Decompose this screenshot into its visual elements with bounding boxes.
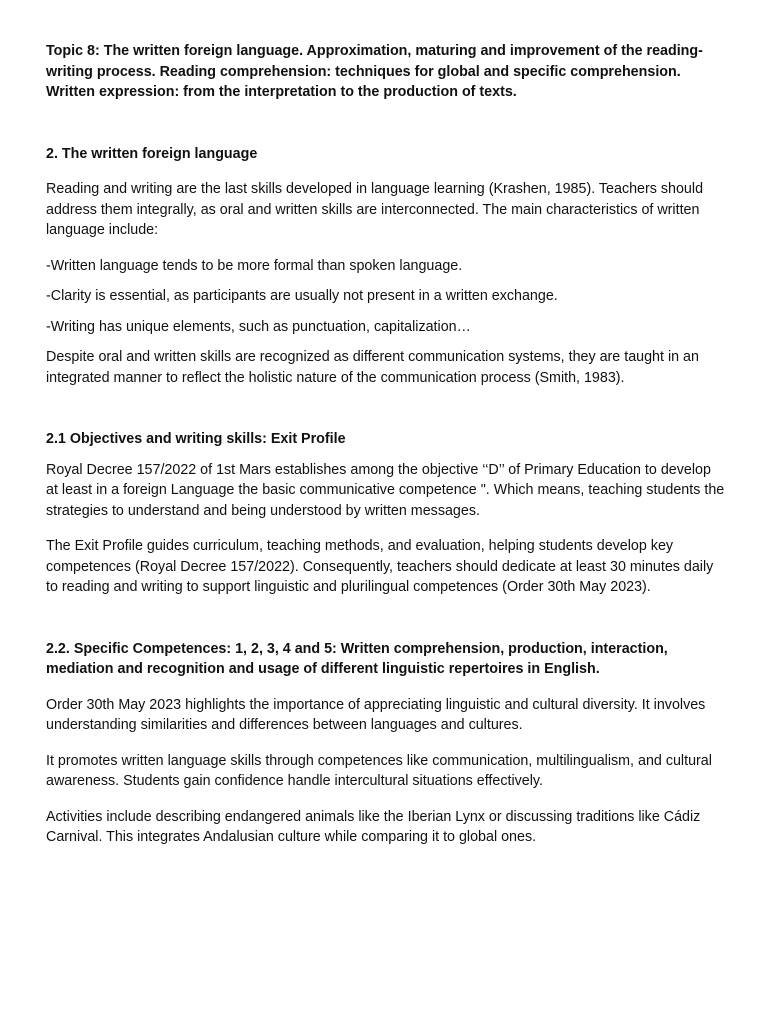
paragraph: It promotes written language skills through competences like communication, multilingualism, and cultural awareness. Students gain confidence handle intercultural situations effectively. [46, 752, 712, 789]
paragraph: Despite oral and written skills are recognized as different communication systems, they are taught in an integrated manner to reflect the holistic nature of the communication process (Smith, 1983). [46, 349, 699, 386]
section-written-foreign-language [46, 144, 726, 389]
topic-title: Topic 8: The written foreign language. Approximation, maturing and improvement of the reading-writing process. Reading comprehension: techniques for global and specific comprehension. Written expression: from the interpretation to the production of texts. [46, 43, 703, 100]
section-heading: 2.1 Objectives and writing skills: Exit Profile [46, 431, 346, 447]
section-heading: 2.2. Specific Competences: 1, 2, 3, 4 and 5: Written comprehension, production, interaction, mediation and recognition and usage of different linguistic repertoires in English. [46, 640, 668, 677]
section-specific-competences [46, 639, 726, 848]
document-page [46, 41, 726, 848]
paragraph: Order 30th May 2023 highlights the importance of appreciating linguistic and cultural diversity. It involves understanding similarities and differences between languages and cultures. [46, 696, 706, 733]
section-objectives-exit-profile [46, 429, 726, 598]
paragraph: Activities include describing endangered animals like the Iberian Lynx or discussing traditions like Cádiz Carnival. This integrates Andalusian culture while comparing it to global ones. [46, 808, 701, 845]
list-item: -Clarity is essential, as participants are usually not present in a written exchange. [46, 288, 558, 304]
paragraph: Reading and writing are the last skills developed in language learning (Krashen, 1985). Teachers should address them integrally, as oral and written skills are interconnected. The main characteristics of written language include: [46, 181, 704, 238]
paragraph: The Exit Profile guides curriculum, teaching methods, and evaluation, helping students develop key competences (Royal Decree 157/2022). Consequently, teachers should dedicate at least 30 minutes daily to reading and writing to support linguistic and plurilingual competences (Order 30th May 2023). [46, 538, 714, 595]
paragraph: Royal Decree 157/2022 of 1st Mars establishes among the objective ‘‘D’’ of Primary Education to develop at least in a foreign Language the basic communicative competence ". Which means, teaching students the strategies to understand and being understood by written messages. [46, 461, 725, 519]
list-item: -Writing has unique elements, such as punctuation, capitalization… [46, 318, 471, 335]
list-item: -Written language tends to be more formal than spoken language. [46, 257, 463, 274]
section-heading: 2. The written foreign language [46, 145, 258, 162]
